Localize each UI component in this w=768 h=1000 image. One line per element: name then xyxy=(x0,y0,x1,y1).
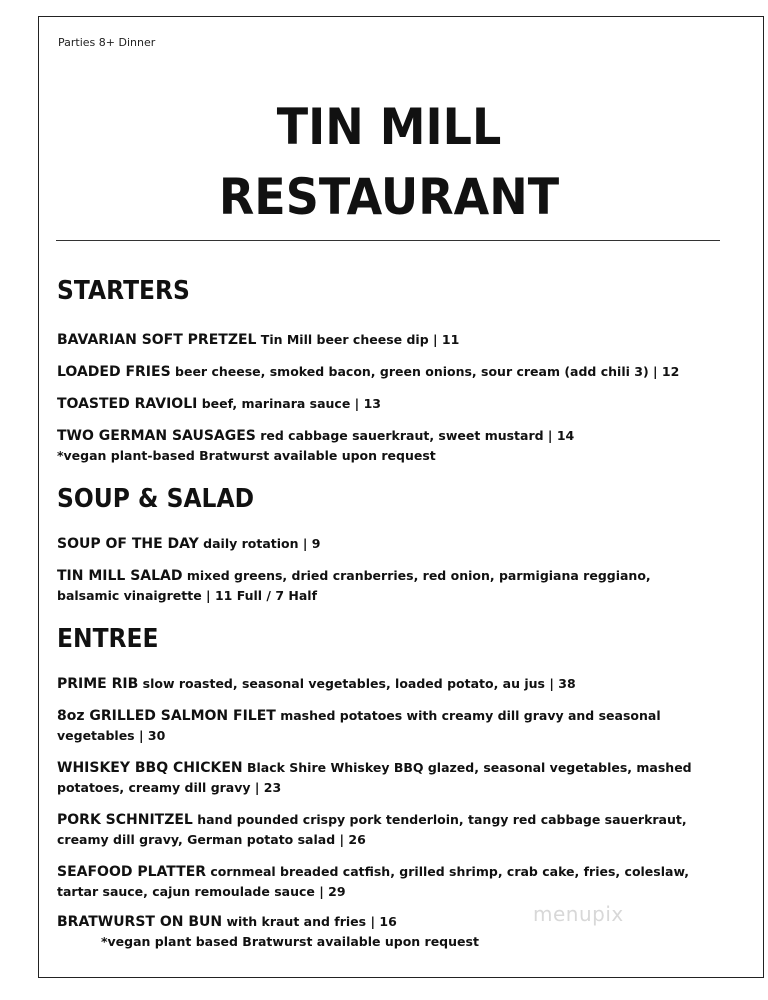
item-name: PRIME RIB xyxy=(57,676,139,692)
item-desc: beef, marinara sauce | 13 xyxy=(197,396,381,411)
item-name: BRATWURST ON BUN xyxy=(57,914,223,930)
menu-item xyxy=(57,706,697,746)
item-desc: Black Shire Whiskey BBQ glazed, seasonal vegetables, mashed potatoes, creamy dill gravy | 23 xyxy=(57,760,692,795)
item-name: LOADED FRIES xyxy=(57,364,171,380)
menu-item xyxy=(57,534,697,554)
item-note: *vegan plant based Bratwurst available upon request xyxy=(101,934,479,949)
item-desc: cornmeal breaded catfish, grilled shrimp, crab cake, fries, coleslaw, tartar sauce, cajun remoulade sauce | 29 xyxy=(57,864,689,899)
title-divider xyxy=(56,240,720,241)
corner-label: Parties 8+ Dinner xyxy=(58,36,156,49)
menu-item xyxy=(57,330,697,350)
watermark: menupix xyxy=(533,902,624,926)
item-name: SOUP OF THE DAY xyxy=(57,536,199,552)
item-desc: with kraut and fries | 16 xyxy=(222,914,397,929)
section-heading-soup-salad: SOUP & SALAD xyxy=(57,484,255,514)
menu-item xyxy=(57,394,697,414)
menu-item xyxy=(57,362,697,382)
item-desc: daily rotation | 9 xyxy=(198,536,321,551)
item-name: TOASTED RAVIOLI xyxy=(57,396,198,412)
item-name: WHISKEY BBQ CHICKEN xyxy=(57,760,243,776)
menu-item xyxy=(57,862,697,902)
item-name: 8oz GRILLED SALMON FILET xyxy=(57,708,276,724)
item-name: BAVARIAN SOFT PRETZEL xyxy=(57,332,257,348)
item-name: TIN MILL SALAD xyxy=(57,568,183,584)
item-name: PORK SCHNITZEL xyxy=(57,812,193,828)
section-heading-entree: ENTREE xyxy=(57,624,159,654)
title-line-1: TIN MILL xyxy=(276,98,502,156)
menu-item xyxy=(57,758,697,798)
item-desc: beer cheese, smoked bacon, green onions, sour cream (add chili 3) | 12 xyxy=(170,364,680,379)
menu-item xyxy=(57,566,697,606)
item-desc: mixed greens, dried cranberries, red onion, parmigiana reggiano, balsamic vinaigrette | 11 Full / 7 Half xyxy=(57,568,651,603)
title-line-2: RESTAURANT xyxy=(218,168,560,226)
section-heading-starters: STARTERS xyxy=(57,276,190,306)
item-name: SEAFOOD PLATTER xyxy=(57,864,207,880)
item-desc: slow roasted, seasonal vegetables, loaded potato, au jus | 38 xyxy=(138,676,576,691)
item-desc: hand pounded crispy pork tenderloin, tangy red cabbage sauerkraut, creamy dill gravy, German potato salad | 26 xyxy=(57,812,687,847)
item-name: TWO GERMAN SAUSAGES xyxy=(57,428,256,444)
menu-item xyxy=(57,810,697,850)
item-desc: red cabbage sauerkraut, sweet mustard | 14 xyxy=(255,428,575,443)
menu-item xyxy=(57,674,697,694)
menu-item xyxy=(57,426,697,465)
item-desc: mashed potatoes with creamy dill gravy and seasonal vegetables | 30 xyxy=(57,708,661,743)
item-note: *vegan plant-based Bratwurst available upon request xyxy=(57,448,436,463)
item-desc: Tin Mill beer cheese dip | 11 xyxy=(256,332,460,347)
